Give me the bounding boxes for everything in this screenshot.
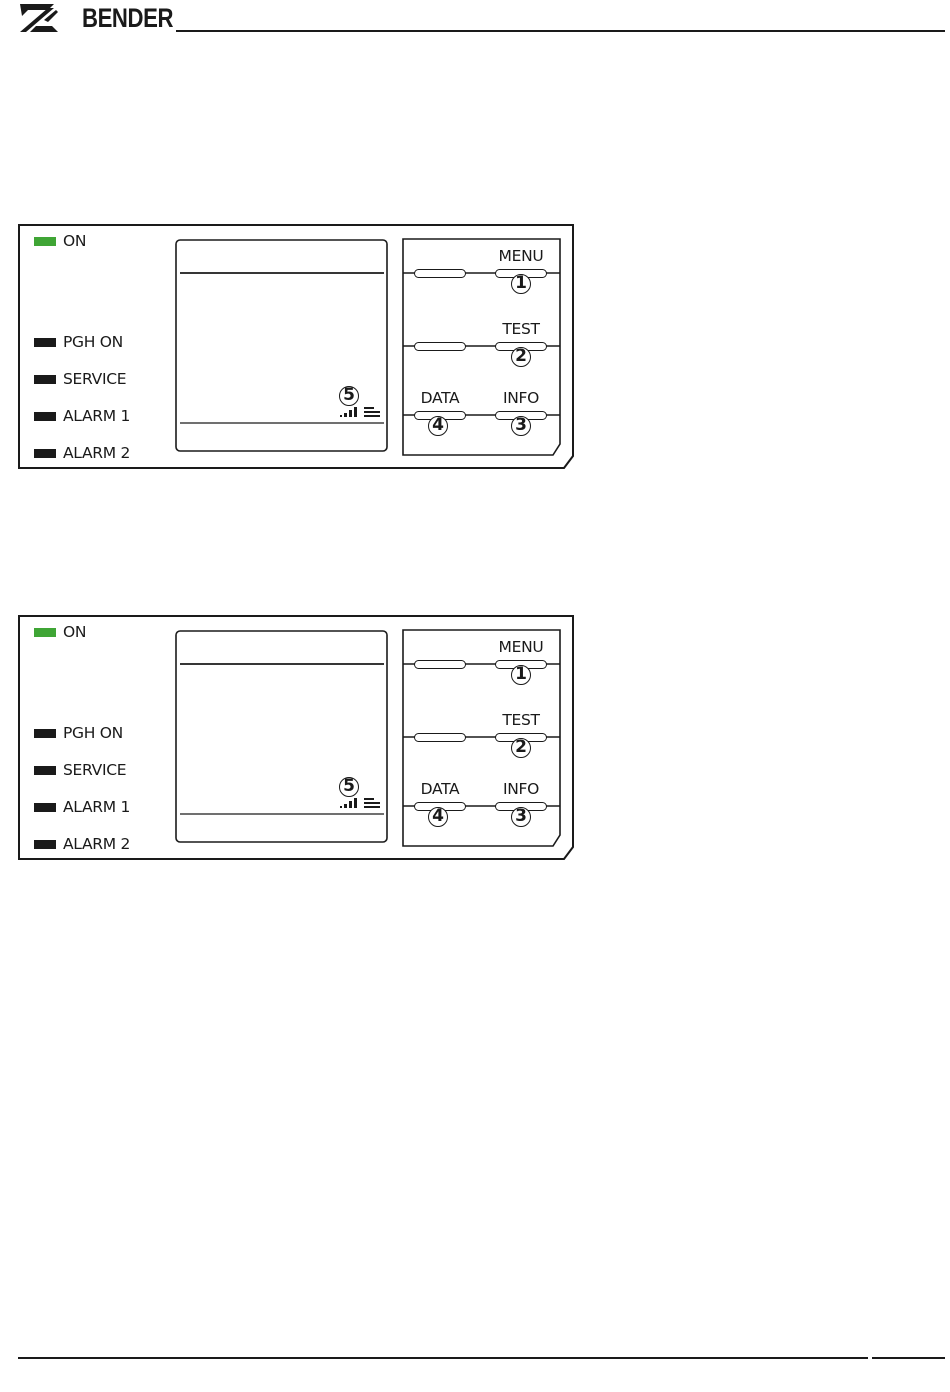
- led-alarm-1: [34, 407, 130, 425]
- callout-5-display: 5: [339, 386, 359, 406]
- led-alarm-1-label: ALARM 1: [63, 407, 131, 425]
- callout-4-data: 4: [428, 416, 448, 436]
- info-button-label: INFO: [502, 389, 540, 407]
- data-button-label: DATA: [420, 780, 460, 798]
- led-pgh-on-indicator: [34, 729, 56, 738]
- led-alarm-2-indicator: [34, 449, 56, 458]
- callout-4-data: 4: [428, 807, 448, 827]
- callout-2-test: 2: [511, 738, 531, 758]
- led-pgh-on-label: PGH ON: [63, 333, 123, 351]
- softkey-up-left[interactable]: [414, 269, 466, 278]
- led-alarm-2: [34, 835, 130, 853]
- led-alarm-1-indicator: [34, 412, 56, 421]
- led-alarm-2-label: ALARM 2: [63, 444, 131, 462]
- test-button-label: TEST: [502, 320, 540, 338]
- softkey-up-left[interactable]: [414, 660, 466, 669]
- callout-1-menu: 1: [511, 274, 531, 294]
- led-pgh-on: [34, 333, 123, 351]
- callout-5-display: 5: [339, 777, 359, 797]
- softkey-mid-left[interactable]: [414, 733, 466, 742]
- test-button-label: TEST: [502, 711, 540, 729]
- led-on-label: ON: [63, 232, 87, 250]
- softkey-mid-left[interactable]: [414, 342, 466, 351]
- bender-logo-icon: [18, 2, 62, 34]
- led-on-label: ON: [63, 623, 87, 641]
- bender-logo: [18, 2, 174, 36]
- menu-button-label: MENU: [498, 247, 544, 265]
- header-rule: [176, 30, 945, 32]
- info-button-label: INFO: [502, 780, 540, 798]
- brand-name: BENDER: [82, 3, 174, 33]
- led-service: [34, 761, 126, 779]
- led-on-indicator: [34, 628, 56, 637]
- led-on-indicator: [34, 237, 56, 246]
- led-on: [34, 623, 86, 641]
- led-alarm-2-indicator: [34, 840, 56, 849]
- led-service-label: SERVICE: [63, 761, 127, 779]
- led-service-label: SERVICE: [63, 370, 127, 388]
- led-service-indicator: [34, 766, 56, 775]
- led-pgh-on-label: PGH ON: [63, 724, 123, 742]
- callout-3-info: 3: [511, 416, 531, 436]
- led-service-indicator: [34, 375, 56, 384]
- callout-1-menu: 1: [511, 665, 531, 685]
- led-on: [34, 232, 86, 250]
- led-alarm-2: [34, 444, 130, 462]
- led-pgh-on: [34, 724, 123, 742]
- led-alarm-2-label: ALARM 2: [63, 835, 131, 853]
- led-alarm-1: [34, 798, 130, 816]
- data-button-label: DATA: [420, 389, 460, 407]
- menu-button-label: MENU: [498, 638, 544, 656]
- device-front-panel: [18, 615, 576, 861]
- led-service: [34, 370, 126, 388]
- callout-3-info: 3: [511, 807, 531, 827]
- led-pgh-on-indicator: [34, 338, 56, 347]
- led-alarm-1-indicator: [34, 803, 56, 812]
- device-front-panel: [18, 224, 576, 470]
- footer-rule: [18, 1357, 945, 1359]
- led-alarm-1-label: ALARM 1: [63, 798, 131, 816]
- callout-2-test: 2: [511, 347, 531, 367]
